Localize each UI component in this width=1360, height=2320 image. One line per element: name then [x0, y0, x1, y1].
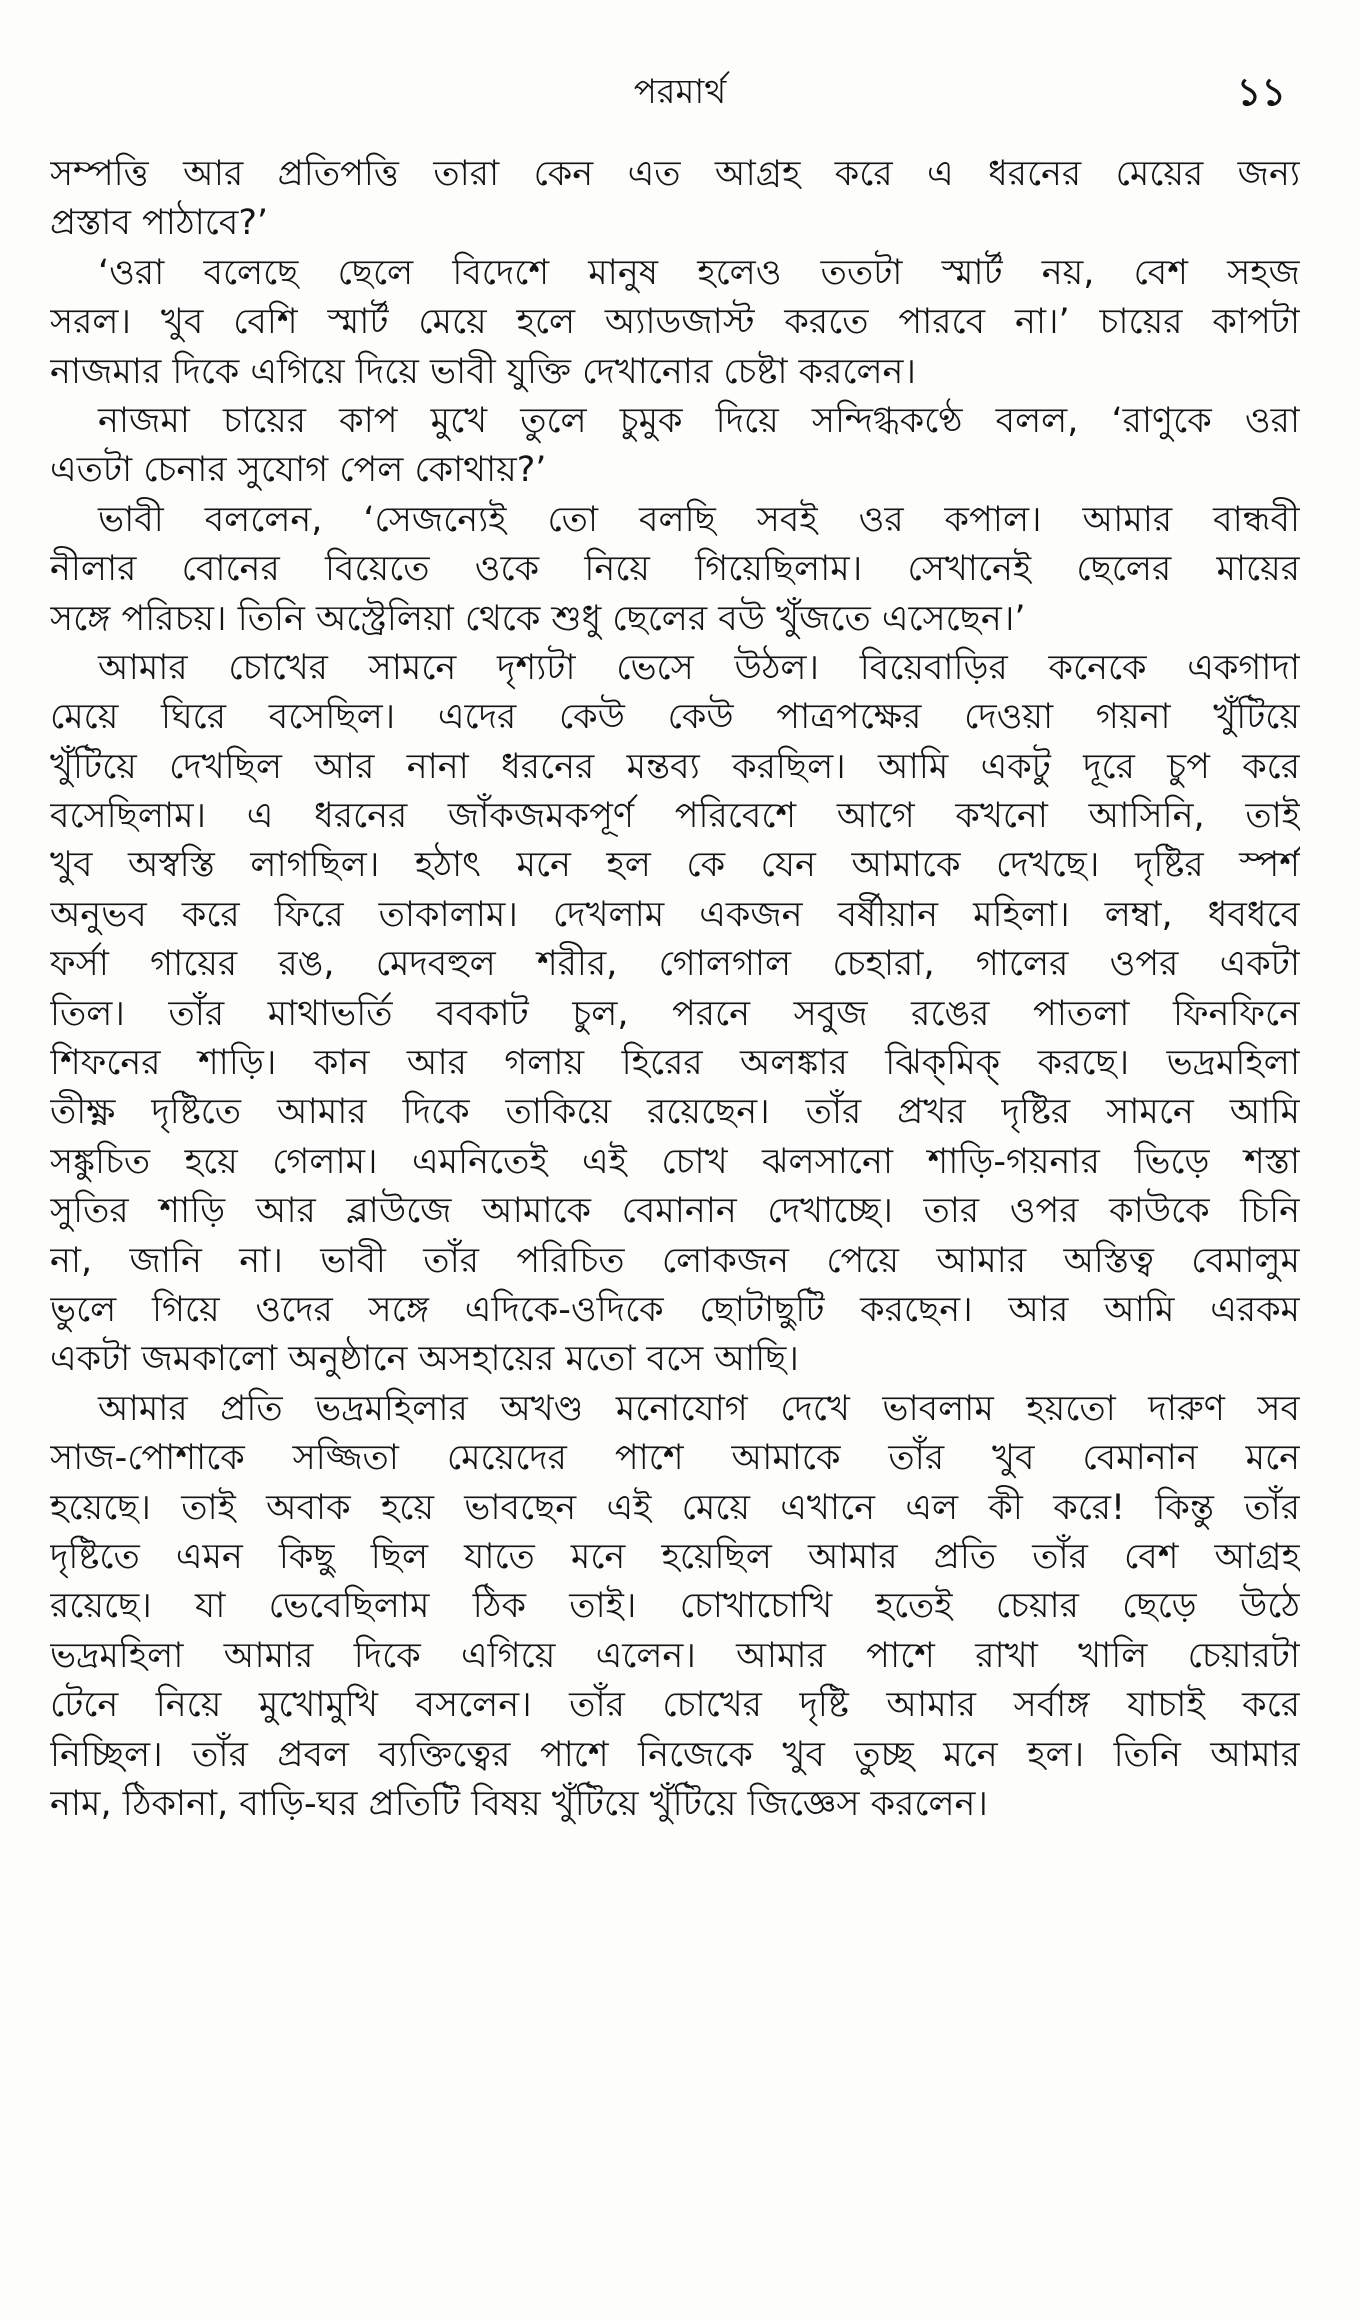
- text-line: হয়েছে। তাই অবাক হয়ে ভাবছেন এই মেয়ে এখানে এল কী করে! কিন্তু তাঁর: [50, 1487, 1300, 1528]
- text-line: দৃষ্টিতে এমন কিছু ছিল যাতে মনে হয়েছিল আমার প্রতি তাঁর বেশ আগ্রহ: [50, 1536, 1300, 1577]
- text-line: ভুলে গিয়ে ওদের সঙ্গে এদিকে-ওদিকে ছোটাছুটি করছেন। আর আমি এরকম: [50, 1289, 1300, 1330]
- text-line: এতটা চেনার সুযোগ পেল কোথায়?’: [50, 450, 547, 491]
- running-title: পরমার্থ: [633, 72, 727, 112]
- text-line: নীলার বোনের বিয়েতে ওকে নিয়ে গিয়েছিলাম। সেখানেই ছেলের মায়ের: [50, 549, 1300, 590]
- text-line: নাজমার দিকে এগিয়ে দিয়ে ভাবী যুক্তি দেখানোর চেষ্টা করলেন।: [50, 351, 916, 392]
- text-line: না, জানি না। ভাবী তাঁর পরিচিত লোকজন পেয়ে আমার অস্তিত্ব বেমালুম: [50, 1240, 1300, 1281]
- body-text: [50, 150, 1300, 1829]
- text-line: একটা জমকালো অনুষ্ঠানে অসহায়ের মতো বসে আছি।: [50, 1339, 799, 1380]
- text-line: সঙ্গে পরিচয়। তিনি অস্ট্রেলিয়া থেকে শুধু ছেলের বউ খুঁজতে এসেছেন।’: [50, 598, 1026, 639]
- running-head: [0, 62, 1360, 122]
- text-line: নাম, ঠিকানা, বাড়ি-ঘর প্রতিটি বিষয় খুঁটিয়ে খুঁটিয়ে জিজ্ঞেস করলেন।: [50, 1783, 988, 1824]
- text-line: রয়েছে। যা ভেবেছিলাম ঠিক তাই। চোখাচোখি হতেই চেয়ার ছেড়ে উঠে: [50, 1586, 1300, 1627]
- text-line: সরল। খুব বেশি স্মার্ট মেয়ে হলে অ্যাডজাস্ট করতে পারবে না।’ চায়ের কাপটা: [50, 302, 1300, 343]
- text-line: সম্পত্তি আর প্রতিপত্তি তারা কেন এত আগ্রহ করে এ ধরনের মেয়ের জন্য: [50, 154, 1300, 194]
- text-line: সঙ্কুচিত হয়ে গেলাম। এমনিতেই এই চোখ ঝলসানো শাড়ি-গয়নার ভিড়ে শস্তা: [50, 1141, 1300, 1182]
- page-number: ১১: [1236, 70, 1286, 114]
- text-line: ভদ্রমহিলা আমার দিকে এগিয়ে এলেন। আমার পাশে রাখা খালি চেয়ারটা: [50, 1635, 1300, 1676]
- text-line: খুব অস্বস্তি লাগছিল। হঠাৎ মনে হল কে যেন আমাকে দেখছে। দৃষ্টির স্পর্শ: [50, 845, 1300, 886]
- text-line: তীক্ষ্ণ দৃষ্টিতে আমার দিকে তাকিয়ে রয়েছেন। তাঁর প্রখর দৃষ্টির সামনে আমি: [50, 1092, 1300, 1133]
- text-line: প্রস্তাব পাঠাবে?’: [50, 203, 269, 244]
- text-line: আমার চোখের সামনে দৃশ্যটা ভেসে উঠল। বিয়েবাড়ির কনেকে একগাদা: [98, 647, 1300, 688]
- text-line: নাজমা চায়ের কাপ মুখে তুলে চুমুক দিয়ে সন্দিগ্ধকণ্ঠে বলল, ‘রাণুকে ওরা: [98, 400, 1300, 441]
- text-line: তিল। তাঁর মাথাভর্তি ববকাট চুল, পরনে সবুজ রঙের পাতলা ফিনফিনে: [50, 993, 1300, 1034]
- text-line: টেনে নিয়ে মুখোমুখি বসলেন। তাঁর চোখের দৃষ্টি আমার সর্বাঙ্গ যাচাই করে: [50, 1685, 1300, 1726]
- text-line: সুতির শাড়ি আর ব্লাউজে আমাকে বেমানান দেখাচ্ছে। তার ওপর কাউকে চিনি: [50, 1191, 1300, 1232]
- text-line: ভাবী বললেন, ‘সেজন্যেই তো বলছি সবই ওর কপাল। আমার বান্ধবী: [98, 499, 1300, 540]
- text-line: খুঁটিয়ে দেখছিল আর নানা ধরনের মন্তব্য করছিল। আমি একটু দূরে চুপ করে: [50, 746, 1300, 787]
- text-line: শিফনের শাড়ি। কান আর গলায় হিরের অলঙ্কার ঝিক্‌মিক্‌ করছে। ভদ্রমহিলা: [50, 1043, 1300, 1084]
- text-line: ফর্সা গায়ের রঙ, মেদবহুল শরীর, গোলগাল চেহারা, গালের ওপর একটা: [50, 944, 1300, 985]
- text-line: আমার প্রতি ভদ্রমহিলার অখণ্ড মনোযোগ দেখে ভাবলাম হয়তো দারুণ সব: [98, 1388, 1300, 1429]
- text-line: সাজ-পোশাকে সজ্জিতা মেয়েদের পাশে আমাকে তাঁর খুব বেমানান মনে: [50, 1438, 1300, 1479]
- text-line: মেয়ে ঘিরে বসেছিল। এদের কেউ কেউ পাত্রপক্ষের দেওয়া গয়না খুঁটিয়ে: [50, 697, 1300, 738]
- text-line: অনুভব করে ফিরে তাকালাম। দেখলাম একজন বর্ষীয়ান মহিলা। লম্বা, ধবধবে: [50, 894, 1300, 935]
- text-line: বসেছিলাম। এ ধরনের জাঁকজমকপূর্ণ পরিবেশে আগে কখনো আসিনি, তাই: [50, 796, 1300, 837]
- text-line: নিচ্ছিল। তাঁর প্রবল ব্যক্তিত্বের পাশে নিজেকে খুব তুচ্ছ মনে হল। তিনি আমার: [50, 1734, 1300, 1775]
- text-line: ‘ওরা বলেছে ছেলে বিদেশে মানুষ হলেও ততটা স্মার্ট নয়, বেশ সহজ: [98, 252, 1300, 293]
